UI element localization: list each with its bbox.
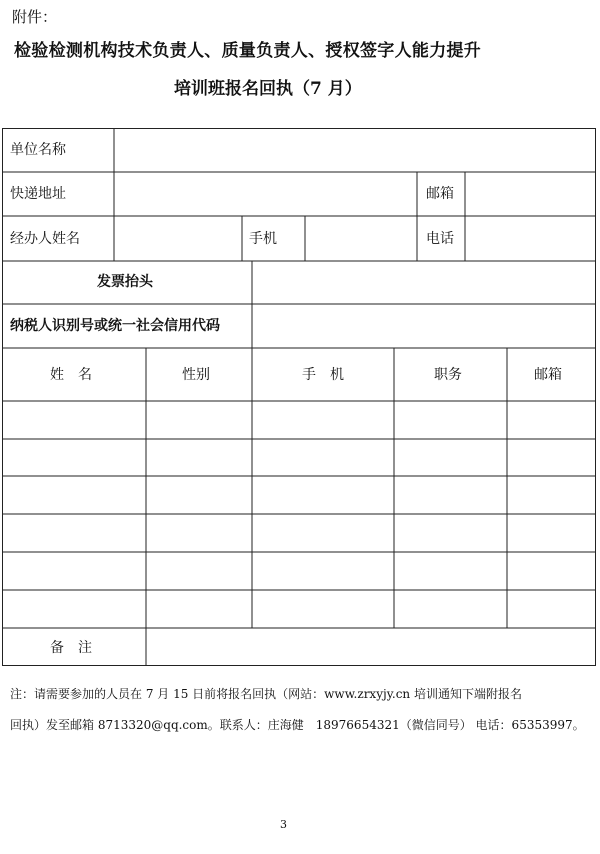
invoice-title-label: 发票抬头 — [97, 274, 153, 290]
phone-label: 电话 — [426, 231, 454, 247]
invoice-title-field[interactable] — [254, 263, 594, 302]
unit-name-label: 单位名称 — [10, 142, 66, 158]
address-field[interactable] — [116, 174, 415, 214]
registration-form-table — [2, 128, 596, 666]
column-header-mobile: 手 机 — [302, 367, 344, 383]
remarks-field[interactable] — [148, 630, 594, 664]
phone-field[interactable] — [467, 218, 594, 259]
column-header-gender: 性别 — [182, 367, 210, 383]
footer-note-line1: 注：请需要参加的人员在 7 月 15 日前将报名回执（网站：www.zrxyjy.cn 培训通知下端附报名 — [10, 687, 522, 701]
tax-id-label: 纳税人识别号或统一社会信用代码 — [10, 318, 220, 334]
remarks-label: 备 注 — [50, 640, 92, 656]
tax-id-field[interactable] — [254, 306, 594, 346]
footer-note-line2: 回执）发至邮箱 8713320@qq.com。联系人：庄海健 18976654321（微信同号） 电话：65353997。 — [10, 718, 585, 732]
column-header-email: 邮箱 — [534, 367, 562, 383]
postcode-field[interactable] — [467, 174, 594, 214]
column-header-name: 姓 名 — [50, 367, 92, 383]
contact-name-field[interactable] — [116, 218, 240, 259]
mobile-field[interactable] — [307, 218, 415, 259]
address-label: 快递地址 — [10, 186, 66, 202]
page-number: 3 — [280, 818, 287, 831]
contact-name-label: 经办人姓名 — [10, 231, 80, 247]
unit-name-field[interactable] — [116, 130, 594, 170]
postcode-label: 邮箱 — [426, 186, 454, 202]
page-title-line2: 培训班报名回执（7 月） — [174, 79, 362, 99]
mobile-label: 手机 — [249, 231, 277, 247]
page-title-line1: 检验检测机构技术负责人、质量负责人、授权签字人能力提升 — [14, 41, 482, 61]
column-header-position: 职务 — [434, 367, 462, 383]
attachment-label: 附件： — [12, 8, 58, 26]
